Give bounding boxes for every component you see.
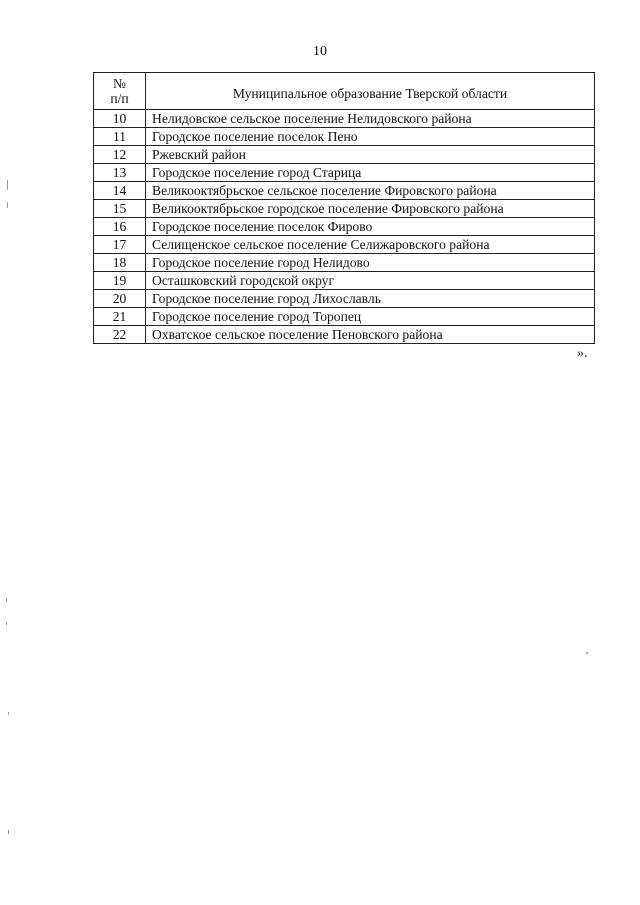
table-row	[94, 164, 595, 182]
table-row	[94, 110, 595, 128]
header-number-symbol: №	[113, 76, 126, 91]
table-row	[94, 290, 595, 308]
row-municipality-name: Городское поселение город Торопец	[146, 308, 595, 326]
scan-artifact	[7, 180, 8, 190]
scan-artifact	[8, 712, 9, 715]
row-municipality-name: Великооктябрьское сельское поселение Фировского района	[146, 182, 595, 200]
table-row	[94, 200, 595, 218]
municipal-table	[93, 72, 595, 344]
scan-artifact	[6, 622, 7, 625]
row-municipality-name: Великооктябрьское городское поселение Фировского района	[146, 200, 595, 218]
closing-quote-mark: ».	[577, 346, 588, 361]
table-row	[94, 326, 595, 344]
row-municipality-name: Охватское сельское поселение Пеновского района	[146, 326, 595, 344]
row-municipality-name: Ржевский район	[146, 146, 595, 164]
row-number: 12	[94, 146, 146, 164]
row-number: 20	[94, 290, 146, 308]
row-municipality-name: Осташковский городской округ	[146, 272, 595, 290]
row-number: 14	[94, 182, 146, 200]
table-row	[94, 272, 595, 290]
header-number-abbrev: п/п	[110, 91, 129, 106]
table-row	[94, 218, 595, 236]
row-number: 19	[94, 272, 146, 290]
scan-artifact	[586, 652, 588, 654]
table-row	[94, 182, 595, 200]
header-number-cell	[94, 73, 146, 110]
row-municipality-name: Селищенское сельское поселение Селижаровского района	[146, 236, 595, 254]
row-number: 13	[94, 164, 146, 182]
table-row	[94, 146, 595, 164]
table-row	[94, 236, 595, 254]
row-number: 21	[94, 308, 146, 326]
table-header-row	[94, 73, 595, 110]
row-number: 16	[94, 218, 146, 236]
row-municipality-name: Городское поселение город Лихославль	[146, 290, 595, 308]
row-number: 17	[94, 236, 146, 254]
row-municipality-name: Городское поселение город Старица	[146, 164, 595, 182]
table-row	[94, 308, 595, 326]
scan-artifact	[6, 598, 7, 602]
scan-artifact	[8, 830, 9, 834]
header-name-cell: Муниципальное образование Тверской области	[146, 73, 595, 110]
row-number: 18	[94, 254, 146, 272]
table-row	[94, 254, 595, 272]
table-row	[94, 128, 595, 146]
row-number: 11	[94, 128, 146, 146]
row-municipality-name: Городское поселение поселок Пено	[146, 128, 595, 146]
row-municipality-name: Городское поселение город Нелидово	[146, 254, 595, 272]
row-municipality-name: Городское поселение поселок Фирово	[146, 218, 595, 236]
scan-artifact	[7, 202, 8, 208]
table-body	[94, 110, 595, 344]
row-municipality-name: Нелидовское сельское поселение Нелидовского района	[146, 110, 595, 128]
page-number: 10	[313, 44, 327, 59]
row-number: 10	[94, 110, 146, 128]
row-number: 22	[94, 326, 146, 344]
row-number: 15	[94, 200, 146, 218]
